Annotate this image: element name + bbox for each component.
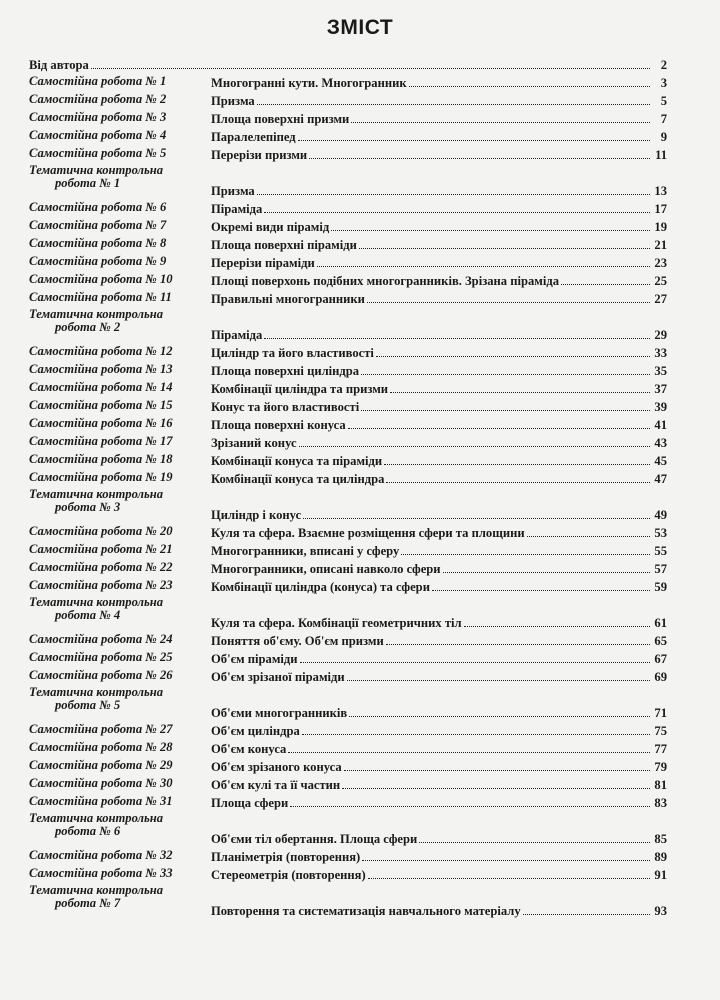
- dot-leader: [348, 428, 650, 429]
- topic-title: Многогранники, вписані у сферу: [211, 544, 400, 558]
- dot-leader: [367, 302, 650, 303]
- work-label: Самостійна робота № 8: [29, 236, 167, 250]
- work-label: Самостійна робота № 28: [29, 740, 173, 754]
- work-label: Самостійна робота № 19: [29, 470, 173, 484]
- work-label: Самостійна робота № 32: [29, 848, 173, 862]
- dot-leader: [384, 464, 650, 465]
- toc-entry-control-work[interactable]: [29, 685, 667, 721]
- work-label-line-2: робота № 3: [55, 500, 121, 514]
- toc-page-number: 2: [660, 58, 667, 72]
- work-label-line-1: Тематична контрольна: [29, 883, 164, 897]
- dot-leader: [342, 788, 650, 789]
- toc-entry-independent-work[interactable]: [29, 865, 667, 883]
- work-label: Самостійна робота № 33: [29, 866, 173, 880]
- toc-entry-independent-work[interactable]: [29, 91, 667, 109]
- work-label: [29, 307, 211, 343]
- work-label: Самостійна робота № 10: [29, 272, 173, 286]
- toc-page-number: 41: [654, 418, 667, 432]
- topic-title: Циліндр і конус: [211, 508, 302, 522]
- dot-leader: [302, 734, 650, 735]
- work-label: Самостійна робота № 30: [29, 776, 173, 790]
- toc-page-number: 59: [654, 580, 667, 594]
- topic-title: Куля та сфера. Комбінації геометричних тіл: [211, 616, 462, 630]
- toc-page-number: 49: [654, 508, 667, 522]
- work-label: Самостійна робота № 9: [29, 254, 167, 268]
- topic-title: Об'єм зрізаного конуса: [211, 760, 342, 774]
- toc-entry-independent-work[interactable]: [29, 559, 667, 577]
- work-label: Самостійна робота № 29: [29, 758, 173, 772]
- toc-entry-independent-work[interactable]: [29, 199, 667, 217]
- dot-leader: [368, 878, 650, 879]
- toc-entry-independent-work[interactable]: [29, 343, 667, 361]
- work-label: [29, 811, 211, 847]
- dot-leader: [298, 140, 650, 141]
- toc-page-number: 53: [654, 526, 667, 540]
- toc-entry-independent-work[interactable]: [29, 667, 667, 685]
- work-label: [29, 595, 211, 631]
- topic-title: Стереометрія (повторення): [211, 868, 366, 882]
- work-label: [29, 883, 211, 919]
- topic-title: Многогранники, описані навколо сфери: [211, 562, 441, 576]
- topic-title: Планіметрія (повторення): [211, 850, 361, 864]
- toc-page-number: 83: [654, 796, 667, 810]
- work-label: Самостійна робота № 22: [29, 560, 173, 574]
- work-label: Самостійна робота № 7: [29, 218, 167, 232]
- toc-entry-control-work[interactable]: [29, 307, 667, 343]
- toc-entry-independent-work[interactable]: [29, 127, 667, 145]
- work-label: Самостійна робота № 3: [29, 110, 167, 124]
- work-label-line-1: Тематична контрольна: [29, 487, 164, 501]
- toc-page-number: 57: [654, 562, 667, 576]
- topic-title: Паралелепіпед: [211, 130, 296, 144]
- toc-page-number: 67: [654, 652, 667, 666]
- toc-entry-independent-work[interactable]: [29, 397, 667, 415]
- toc-page-number: 75: [654, 724, 667, 738]
- work-label-line-2: робота № 7: [55, 896, 121, 910]
- toc-page-number: 7: [660, 112, 667, 126]
- dot-leader: [299, 446, 650, 447]
- toc-entry-independent-work[interactable]: [29, 631, 667, 649]
- toc-page-number: 33: [654, 346, 667, 360]
- toc-entry-independent-work[interactable]: [29, 415, 667, 433]
- work-label: Самостійна робота № 24: [29, 632, 173, 646]
- toc-entry-independent-work[interactable]: [29, 523, 667, 541]
- dot-leader: [386, 482, 650, 483]
- work-label: Самостійна робота № 12: [29, 344, 173, 358]
- dot-leader: [257, 104, 650, 105]
- topic-title: Об'єм циліндра: [211, 724, 300, 738]
- topic-title: Конус та його властивості: [211, 400, 360, 414]
- toc-page-number: 11: [655, 148, 667, 162]
- toc-entry-control-work[interactable]: [29, 811, 667, 847]
- toc-entry-independent-work[interactable]: [29, 109, 667, 127]
- dot-leader: [264, 338, 650, 339]
- topic-title: Многогранні кути. Многогранник: [211, 76, 407, 90]
- work-label-line-1: Тематична контрольна: [29, 307, 164, 321]
- dot-leader: [362, 860, 650, 861]
- dot-leader: [561, 284, 650, 285]
- topic-title: Перерізи піраміди: [211, 256, 315, 270]
- topic-title: Комбінації конуса та циліндра: [211, 472, 385, 486]
- dot-leader: [432, 590, 650, 591]
- dot-leader: [309, 158, 650, 159]
- work-label-line-1: Тематична контрольна: [29, 163, 164, 177]
- dot-leader: [347, 680, 650, 681]
- toc-page-number: 17: [654, 202, 667, 216]
- toc-page-number: 9: [660, 130, 667, 144]
- toc-entry-independent-work[interactable]: [29, 145, 667, 163]
- work-label: [29, 163, 211, 199]
- dot-leader: [390, 392, 650, 393]
- dot-leader: [290, 806, 650, 807]
- toc-entry-independent-work[interactable]: [29, 649, 667, 667]
- toc-page-number: 45: [654, 454, 667, 468]
- topic-title: Перерізи призми: [211, 148, 308, 162]
- work-label: Самостійна робота № 25: [29, 650, 173, 664]
- topic-title: Комбінації конуса та піраміди: [211, 454, 383, 468]
- toc-entry-independent-work[interactable]: [29, 253, 667, 271]
- topic-title: Зрізаний конус: [211, 436, 297, 450]
- work-label: Самостійна робота № 6: [29, 200, 167, 214]
- toc-page-number: 19: [654, 220, 667, 234]
- toc-entry-independent-work[interactable]: [29, 217, 667, 235]
- topic-title: Площі поверхонь подібних многогранників. Зрізана піраміда: [211, 274, 560, 288]
- toc-entry-independent-work[interactable]: [29, 775, 667, 793]
- work-label: Самостійна робота № 5: [29, 146, 167, 160]
- toc-entry-control-work[interactable]: [29, 883, 667, 919]
- toc-entry-independent-work[interactable]: [29, 757, 667, 775]
- work-label: Самостійна робота № 21: [29, 542, 173, 556]
- toc-page-number: 13: [654, 184, 667, 198]
- toc-page-number: 89: [654, 850, 667, 864]
- topic-title: Піраміда: [211, 328, 263, 342]
- work-label: Самостійна робота № 2: [29, 92, 167, 106]
- dot-leader: [264, 212, 650, 213]
- topic-title: Комбінації циліндра (конуса) та сфери: [211, 580, 430, 594]
- work-label-line-1: Тематична контрольна: [29, 811, 164, 825]
- toc-page-number: 25: [654, 274, 667, 288]
- toc-page-number: 23: [654, 256, 667, 270]
- toc-page-number: 93: [654, 904, 667, 918]
- work-label: Самостійна робота № 1: [29, 74, 167, 88]
- toc-page-number: 69: [654, 670, 667, 684]
- work-label-line-2: робота № 5: [55, 698, 121, 712]
- dot-leader: [257, 194, 650, 195]
- dot-leader: [376, 356, 650, 357]
- topic-title: Площа поверхні конуса: [211, 418, 346, 432]
- topic-title: Поняття об'єму. Об'єм призми: [211, 634, 384, 648]
- dot-leader: [401, 554, 650, 555]
- work-label: Самостійна робота № 23: [29, 578, 173, 592]
- toc-page-number: 65: [654, 634, 667, 648]
- work-label: Самостійна робота № 27: [29, 722, 173, 736]
- toc-entry-independent-work[interactable]: [29, 379, 667, 397]
- dot-leader: [409, 86, 650, 87]
- topic-title: Куля та сфера. Взаємне розміщення сфери та площини: [211, 526, 525, 540]
- toc-entry-independent-work[interactable]: [29, 793, 667, 811]
- dot-leader: [464, 626, 650, 627]
- topic-title: Окремі види пірамід: [211, 220, 330, 234]
- work-label-line-1: Тематична контрольна: [29, 595, 164, 609]
- work-label-line-1: Тематична контрольна: [29, 685, 164, 699]
- work-label: Самостійна робота № 20: [29, 524, 173, 538]
- dot-leader: [300, 662, 650, 663]
- toc-page-number: 29: [654, 328, 667, 342]
- topic-title: Об'єм кулі та її частин: [211, 778, 341, 792]
- topic-title: Об'єм зрізаної піраміди: [211, 670, 345, 684]
- work-label: Самостійна робота № 18: [29, 452, 173, 466]
- toc-entry-control-work[interactable]: [29, 595, 667, 631]
- topic-title: Комбінації циліндра та призми: [211, 382, 389, 396]
- toc-page-number: 91: [654, 868, 667, 882]
- toc-page-number: 5: [660, 94, 667, 108]
- toc-page-number: 55: [654, 544, 667, 558]
- toc-entry-independent-work[interactable]: [29, 73, 667, 91]
- toc-entry-independent-work[interactable]: [29, 469, 667, 487]
- toc-page-number: 71: [654, 706, 667, 720]
- topic-title: Об'єми многогранників: [211, 706, 348, 720]
- toc-entry-independent-work[interactable]: [29, 289, 667, 307]
- topic-title: Призма: [211, 94, 255, 108]
- work-label: [29, 685, 211, 721]
- topic-title: Циліндр та його властивості: [211, 346, 374, 360]
- toc-entry-independent-work[interactable]: [29, 235, 667, 253]
- work-label-line-2: робота № 2: [55, 320, 121, 334]
- dot-leader: [331, 230, 650, 231]
- topic-title: Об'єми тіл обертання. Площа сфери: [211, 832, 418, 846]
- work-label: Самостійна робота № 26: [29, 668, 173, 682]
- work-label: Самостійна робота № 14: [29, 380, 173, 394]
- toc-entry-independent-work[interactable]: [29, 739, 667, 757]
- dot-leader: [523, 914, 650, 915]
- dot-leader: [359, 248, 650, 249]
- work-label-line-2: робота № 1: [55, 176, 121, 190]
- toc-entry-author[interactable]: [29, 55, 667, 73]
- work-label: Самостійна робота № 15: [29, 398, 173, 412]
- work-label: Самостійна робота № 17: [29, 434, 173, 448]
- toc-page-number: 47: [654, 472, 667, 486]
- toc-page-number: 3: [660, 76, 667, 90]
- table-of-contents: [29, 55, 667, 919]
- work-label: Самостійна робота № 13: [29, 362, 173, 376]
- toc-page-number: 35: [654, 364, 667, 378]
- toc-page-number: 39: [654, 400, 667, 414]
- dot-leader: [361, 374, 650, 375]
- work-label-line-2: робота № 4: [55, 608, 121, 622]
- dot-leader: [443, 572, 650, 573]
- toc-entry-independent-work[interactable]: [29, 577, 667, 595]
- work-label: Самостійна робота № 16: [29, 416, 173, 430]
- toc-page-number: 79: [654, 760, 667, 774]
- work-label: Самостійна робота № 11: [29, 290, 172, 304]
- toc-page-number: 43: [654, 436, 667, 450]
- topic-title: Площа сфери: [211, 796, 289, 810]
- toc-entry-independent-work[interactable]: [29, 433, 667, 451]
- toc-page-number: 21: [654, 238, 667, 252]
- dot-leader: [527, 536, 650, 537]
- toc-entry-independent-work[interactable]: [29, 271, 667, 289]
- toc-entry-label: Від автора: [29, 58, 89, 72]
- toc-entry-control-work[interactable]: [29, 163, 667, 199]
- dot-leader: [361, 410, 650, 411]
- work-label: [29, 487, 211, 523]
- topic-title: Призма: [211, 184, 255, 198]
- topic-title: Правильні многогранники: [211, 292, 365, 306]
- dot-leader: [351, 122, 650, 123]
- toc-entry-independent-work[interactable]: [29, 361, 667, 379]
- dot-leader: [344, 770, 650, 771]
- work-label-line-2: робота № 6: [55, 824, 121, 838]
- topic-title: Площа поверхні піраміди: [211, 238, 357, 252]
- page-title: ЗМІСТ: [326, 16, 394, 39]
- topic-title: Піраміда: [211, 202, 263, 216]
- dot-leader: [317, 266, 650, 267]
- dot-leader: [419, 842, 650, 843]
- dot-leader: [288, 752, 650, 753]
- dot-leader: [349, 716, 650, 717]
- work-label: Самостійна робота № 31: [29, 794, 173, 808]
- topic-title: Повторення та систематизація навчального матеріалу: [211, 904, 521, 918]
- toc-entry-independent-work[interactable]: [29, 451, 667, 469]
- toc-page-number: 61: [654, 616, 667, 630]
- toc-page-number: 27: [654, 292, 667, 306]
- dot-leader: [386, 644, 650, 645]
- toc-entry-independent-work[interactable]: [29, 847, 667, 865]
- topic-title: Об'єм конуса: [211, 742, 287, 756]
- toc-page-number: 85: [654, 832, 667, 846]
- topic-title: Об'єм піраміди: [211, 652, 298, 666]
- dot-leader: [303, 518, 650, 519]
- topic-title: Площа поверхні циліндра: [211, 364, 360, 378]
- dot-leader: [91, 68, 650, 69]
- work-label: Самостійна робота № 4: [29, 128, 167, 142]
- toc-page-number: 37: [654, 382, 667, 396]
- toc-entry-independent-work[interactable]: [29, 541, 667, 559]
- toc-entry-independent-work[interactable]: [29, 721, 667, 739]
- toc-entry-control-work[interactable]: [29, 487, 667, 523]
- topic-title: Площа поверхні призми: [211, 112, 350, 126]
- toc-page-number: 77: [654, 742, 667, 756]
- toc-page-number: 81: [654, 778, 667, 792]
